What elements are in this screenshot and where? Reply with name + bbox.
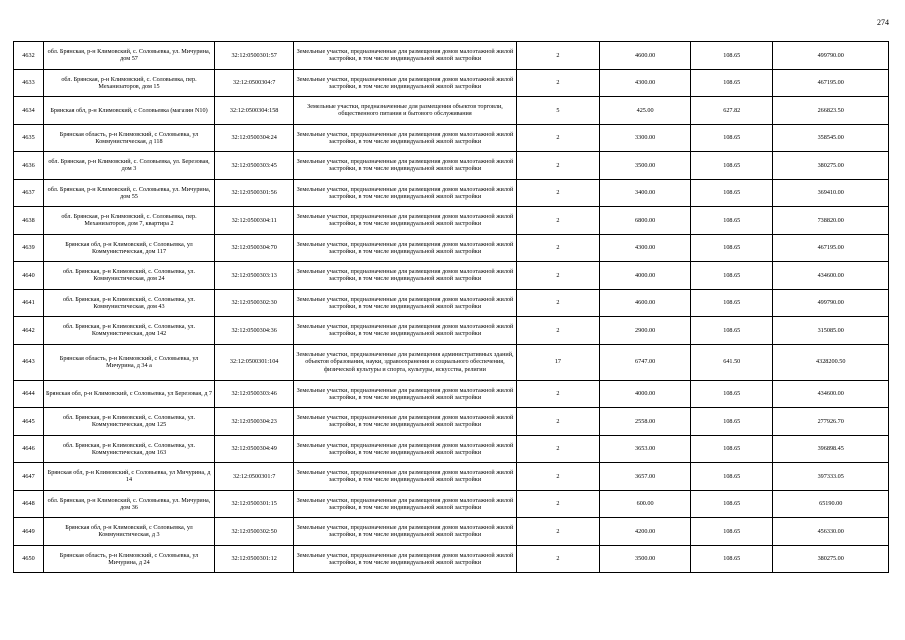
specific-value-cell: 108.65 <box>691 545 773 573</box>
address-cell: обл. Брянская, р-н Климовский, с. Соловьевка, ул. Мичурина, дом 57 <box>43 42 214 70</box>
row-number-cell: 4647 <box>14 463 44 491</box>
cadastral-value-cell: 434600.00 <box>773 262 889 290</box>
area-cell: 600.00 <box>600 490 691 518</box>
cadastral-number-cell: 32:12:0500304:36 <box>215 317 294 345</box>
land-use-cell: Земельные участки, предназначенные для размещения административных зданий, объектов образования, науки, здравоохранения и социального обеспечения, физической культуры и спорта, культуры, искусства, религии <box>294 344 516 380</box>
area-cell: 2900.00 <box>600 317 691 345</box>
land-use-cell: Земельные участки, предназначенные для размещения домов малоэтажной жилой застройки, в том числе индивидуальной жилой застройки <box>294 463 516 491</box>
land-use-cell: Земельные участки, предназначенные для размещения домов малоэтажной жилой застройки, в том числе индивидуальной жилой застройки <box>294 124 516 152</box>
cadastral-value-cell: 277926.70 <box>773 408 889 436</box>
cadastral-number-cell: 32:12:0500302:30 <box>215 289 294 317</box>
specific-value-cell: 108.65 <box>691 234 773 262</box>
land-use-cell: Земельные участки, предназначенные для размещения домов малоэтажной жилой застройки, в том числе индивидуальной жилой застройки <box>294 545 516 573</box>
cadastral-number-cell: 32:12:0500301:12 <box>215 545 294 573</box>
specific-value-cell: 108.65 <box>691 289 773 317</box>
area-cell: 4000.00 <box>600 262 691 290</box>
row-number-cell: 4644 <box>14 380 44 408</box>
area-cell: 4300.00 <box>600 234 691 262</box>
use-group-cell: 17 <box>516 344 599 380</box>
cadastral-number-cell: 32:12:0500304:11 <box>215 207 294 235</box>
use-group-cell: 2 <box>516 545 599 573</box>
area-cell: 3653.00 <box>600 435 691 463</box>
table-row <box>14 545 889 573</box>
area-cell: 3400.00 <box>600 179 691 207</box>
table-row <box>14 490 889 518</box>
cadastral-value-cell: 315085.00 <box>773 317 889 345</box>
cadastral-value-cell: 65190.00 <box>773 490 889 518</box>
cadastral-value-cell: 266823.50 <box>773 97 889 125</box>
cadastral-number-cell: 32:12:0500303:46 <box>215 380 294 408</box>
table-row <box>14 152 889 180</box>
row-number-cell: 4649 <box>14 518 44 546</box>
page-number: 274 <box>877 18 889 27</box>
use-group-cell: 2 <box>516 42 599 70</box>
cadastral-value-cell: 738820.00 <box>773 207 889 235</box>
table-body <box>14 42 889 573</box>
row-number-cell: 4642 <box>14 317 44 345</box>
specific-value-cell: 108.65 <box>691 463 773 491</box>
specific-value-cell: 108.65 <box>691 380 773 408</box>
row-number-cell: 4646 <box>14 435 44 463</box>
use-group-cell: 2 <box>516 518 599 546</box>
cadastral-number-cell: 32:12:0500304:49 <box>215 435 294 463</box>
use-group-cell: 2 <box>516 317 599 345</box>
table-row <box>14 179 889 207</box>
cadastral-number-cell: 32:12:0500304:70 <box>215 234 294 262</box>
land-use-cell: Земельные участки, предназначенные для размещения домов малоэтажной жилой застройки, в том числе индивидуальной жилой застройки <box>294 435 516 463</box>
row-number-cell: 4643 <box>14 344 44 380</box>
row-number-cell: 4645 <box>14 408 44 436</box>
table-row <box>14 97 889 125</box>
address-cell: обл. Брянская, р-н Климовский, с. Соловьевка, пер. Механизаторов, дом 15 <box>43 69 214 97</box>
row-number-cell: 4634 <box>14 97 44 125</box>
area-cell: 4600.00 <box>600 42 691 70</box>
specific-value-cell: 108.65 <box>691 408 773 436</box>
land-use-cell: Земельные участки, предназначенные для размещения домов малоэтажной жилой застройки, в том числе индивидуальной жилой застройки <box>294 408 516 436</box>
cadastral-number-cell: 32:12:0500301:7 <box>215 463 294 491</box>
address-cell: обл. Брянская, р-н Климовский, с. Соловьевка, ул. Березовая, дом 3 <box>43 152 214 180</box>
specific-value-cell: 108.65 <box>691 435 773 463</box>
use-group-cell: 5 <box>516 97 599 125</box>
cadastral-value-cell: 456330.00 <box>773 518 889 546</box>
cadastral-value-cell: 358545.00 <box>773 124 889 152</box>
address-cell: обл. Брянская, р-н Климовский, с. Соловьевка, ул. Коммунистическая, дом 24 <box>43 262 214 290</box>
land-use-cell: Земельные участки, предназначенные для размещения домов малоэтажной жилой застройки, в том числе индивидуальной жилой застройки <box>294 152 516 180</box>
area-cell: 3500.00 <box>600 545 691 573</box>
row-number-cell: 4639 <box>14 234 44 262</box>
cadastral-value-cell: 4328200.50 <box>773 344 889 380</box>
land-use-cell: Земельные участки, предназначенные для размещения домов малоэтажной жилой застройки, в том числе индивидуальной жилой застройки <box>294 207 516 235</box>
table-row <box>14 69 889 97</box>
table-row <box>14 262 889 290</box>
use-group-cell: 2 <box>516 152 599 180</box>
address-cell: Брянская область, р-н Климовский, с Соловьевка, ул Мичурина, д 24 <box>43 545 214 573</box>
area-cell: 6800.00 <box>600 207 691 235</box>
use-group-cell: 2 <box>516 380 599 408</box>
address-cell: Брянская область, р-н Климовский, с Соловьевка, ул Коммунистическая, д 118 <box>43 124 214 152</box>
cadastral-value-cell: 380275.00 <box>773 152 889 180</box>
row-number-cell: 4640 <box>14 262 44 290</box>
land-use-cell: Земельные участки, предназначенные для размещения домов малоэтажной жилой застройки, в том числе индивидуальной жилой застройки <box>294 380 516 408</box>
table-row <box>14 289 889 317</box>
row-number-cell: 4641 <box>14 289 44 317</box>
table-row <box>14 317 889 345</box>
land-use-cell: Земельные участки, предназначенные для размещения домов малоэтажной жилой застройки, в том числе индивидуальной жилой застройки <box>294 289 516 317</box>
land-use-cell: Земельные участки, предназначенные для размещения домов малоэтажной жилой застройки, в том числе индивидуальной жилой застройки <box>294 234 516 262</box>
land-use-cell: Земельные участки, предназначенные для размещения домов малоэтажной жилой застройки, в том числе индивидуальной жилой застройки <box>294 42 516 70</box>
cadastral-value-cell: 467195.00 <box>773 69 889 97</box>
cadastral-number-cell: 32:12:0500301:15 <box>215 490 294 518</box>
address-cell: обл. Брянская, р-н Климовский, с. Соловьевка, пер. Механизаторов, дом 7, квартира 2 <box>43 207 214 235</box>
area-cell: 3657.00 <box>600 463 691 491</box>
use-group-cell: 2 <box>516 69 599 97</box>
table-row <box>14 435 889 463</box>
cadastral-number-cell: 32:12:0500304:24 <box>215 124 294 152</box>
table-row <box>14 380 889 408</box>
cadastral-value-cell: 434600.00 <box>773 380 889 408</box>
address-cell: Брянская обл, р-н Климовский, с Соловьевка, ул Мичурина, д 14 <box>43 463 214 491</box>
cadastral-value-cell: 499790.00 <box>773 289 889 317</box>
use-group-cell: 2 <box>516 179 599 207</box>
row-number-cell: 4637 <box>14 179 44 207</box>
address-cell: Брянская обл, р-н Климовский, с Соловьевка, ул Коммунистическая, дом 117 <box>43 234 214 262</box>
use-group-cell: 2 <box>516 463 599 491</box>
cadastral-number-cell: 32:12:0500302:50 <box>215 518 294 546</box>
area-cell: 4600.00 <box>600 289 691 317</box>
cadastral-value-cell: 499790.00 <box>773 42 889 70</box>
row-number-cell: 4650 <box>14 545 44 573</box>
specific-value-cell: 108.65 <box>691 317 773 345</box>
land-use-cell: Земельные участки, предназначенные для размещения домов малоэтажной жилой застройки, в том числе индивидуальной жилой застройки <box>294 69 516 97</box>
table-row <box>14 408 889 436</box>
land-use-cell: Земельные участки, предназначенные для размещения домов малоэтажной жилой застройки, в том числе индивидуальной жилой застройки <box>294 317 516 345</box>
land-use-cell: Земельные участки, предназначенные для размещения домов малоэтажной жилой застройки, в том числе индивидуальной жилой застройки <box>294 490 516 518</box>
use-group-cell: 2 <box>516 234 599 262</box>
row-number-cell: 4638 <box>14 207 44 235</box>
specific-value-cell: 108.65 <box>691 42 773 70</box>
area-cell: 425.00 <box>600 97 691 125</box>
area-cell: 6747.00 <box>600 344 691 380</box>
land-use-cell: Земельные участки, предназначенные для размещения домов малоэтажной жилой застройки, в том числе индивидуальной жилой застройки <box>294 518 516 546</box>
cadastral-number-cell: 32:12:0500301:56 <box>215 179 294 207</box>
land-use-cell: Земельные участки, предназначенные для размещения домов малоэтажной жилой застройки, в том числе индивидуальной жилой застройки <box>294 179 516 207</box>
land-use-cell: Земельные участки, предназначенные для размещения домов малоэтажной жилой застройки, в том числе индивидуальной жилой застройки <box>294 262 516 290</box>
cadastral-number-cell: 32:12:0500301:104 <box>215 344 294 380</box>
specific-value-cell: 108.65 <box>691 490 773 518</box>
cadastral-value-cell: 380275.00 <box>773 545 889 573</box>
row-number-cell: 4633 <box>14 69 44 97</box>
use-group-cell: 2 <box>516 289 599 317</box>
land-registry-table <box>13 41 889 573</box>
cadastral-number-cell: 32:12:0500304:158 <box>215 97 294 125</box>
specific-value-cell: 108.65 <box>691 152 773 180</box>
row-number-cell: 4648 <box>14 490 44 518</box>
specific-value-cell: 627.82 <box>691 97 773 125</box>
address-cell: Брянская обл, р-н Климовский, с Соловьевка, ул Березовая, д 7 <box>43 380 214 408</box>
address-cell: обл. Брянская, р-н Климовский, с. Соловьевка, ул. Коммунистическая, дом 163 <box>43 435 214 463</box>
use-group-cell: 2 <box>516 262 599 290</box>
specific-value-cell: 108.65 <box>691 518 773 546</box>
cadastral-number-cell: 32:12:0500304:23 <box>215 408 294 436</box>
address-cell: Брянская обл, р-н Климовский, с Соловьевка, ул Коммунистическая, д 3 <box>43 518 214 546</box>
table-row <box>14 42 889 70</box>
table-row <box>14 234 889 262</box>
area-cell: 4200.00 <box>600 518 691 546</box>
cadastral-number-cell: 32:12:0500304:7 <box>215 69 294 97</box>
cadastral-number-cell: 32:12:0500303:45 <box>215 152 294 180</box>
address-cell: обл. Брянская, р-н Климовский, с. Соловьевка, ул. Коммунистическая, дом 142 <box>43 317 214 345</box>
use-group-cell: 2 <box>516 490 599 518</box>
specific-value-cell: 641.50 <box>691 344 773 380</box>
cadastral-value-cell: 467195.00 <box>773 234 889 262</box>
table-row <box>14 344 889 380</box>
cadastral-value-cell: 397333.05 <box>773 463 889 491</box>
address-cell: обл. Брянская, р-н Климовский, с. Соловьевка, ул. Коммунистическая, дом 125 <box>43 408 214 436</box>
area-cell: 4000.00 <box>600 380 691 408</box>
row-number-cell: 4632 <box>14 42 44 70</box>
row-number-cell: 4635 <box>14 124 44 152</box>
specific-value-cell: 108.65 <box>691 207 773 235</box>
address-cell: обл. Брянская, р-н Климовский, с. Соловьевка, ул. Коммунистическая, дом 43 <box>43 289 214 317</box>
table-row <box>14 124 889 152</box>
specific-value-cell: 108.65 <box>691 69 773 97</box>
use-group-cell: 2 <box>516 124 599 152</box>
address-cell: Брянская обл, р-н Климовский, с Соловьевка (магазин N10) <box>43 97 214 125</box>
table-row <box>14 207 889 235</box>
specific-value-cell: 108.65 <box>691 262 773 290</box>
row-number-cell: 4636 <box>14 152 44 180</box>
table-row <box>14 518 889 546</box>
table-row <box>14 463 889 491</box>
address-cell: обл. Брянская, р-н Климовский, с. Соловьевка, ул. Мичурина, дом 36 <box>43 490 214 518</box>
cadastral-value-cell: 396898.45 <box>773 435 889 463</box>
specific-value-cell: 108.65 <box>691 124 773 152</box>
use-group-cell: 2 <box>516 408 599 436</box>
cadastral-number-cell: 32:12:0500301:57 <box>215 42 294 70</box>
address-cell: обл. Брянская, р-н Климовский, с. Соловьевка, ул. Мичурина, дом 55 <box>43 179 214 207</box>
area-cell: 2558.00 <box>600 408 691 436</box>
area-cell: 4300.00 <box>600 69 691 97</box>
area-cell: 3300.00 <box>600 124 691 152</box>
cadastral-value-cell: 369410.00 <box>773 179 889 207</box>
address-cell: Брянская область, р-н Климовский, с Соловьевка, ул Мичурина, д 34 а <box>43 344 214 380</box>
specific-value-cell: 108.65 <box>691 179 773 207</box>
use-group-cell: 2 <box>516 435 599 463</box>
use-group-cell: 2 <box>516 207 599 235</box>
area-cell: 3500.00 <box>600 152 691 180</box>
land-use-cell: Земельные участки, предназначенные для размещения объектов торговли, общественного питания и бытового обслуживания <box>294 97 516 125</box>
cadastral-number-cell: 32:12:0500303:13 <box>215 262 294 290</box>
